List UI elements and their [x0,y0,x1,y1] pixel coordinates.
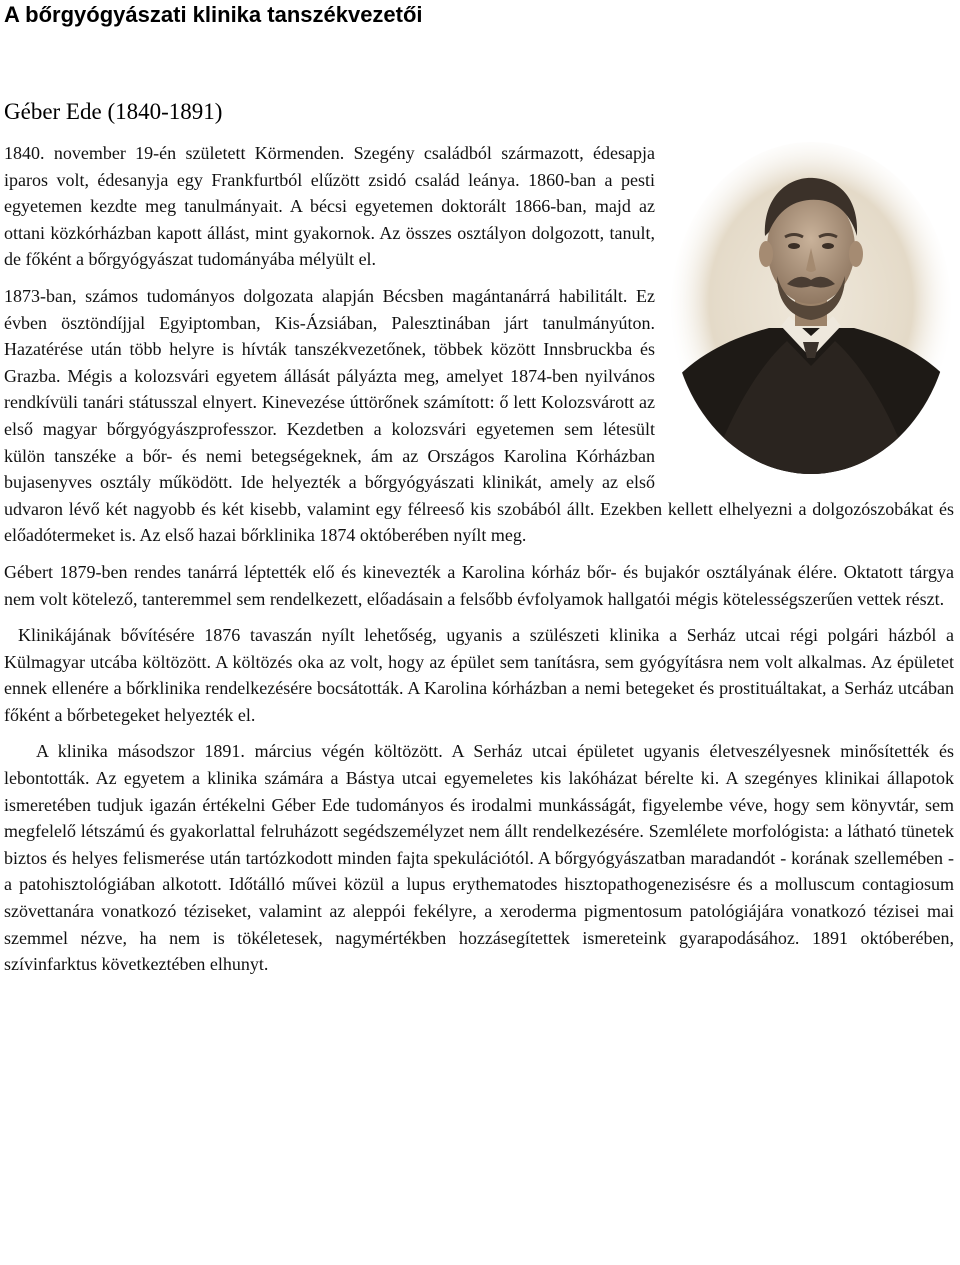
paragraph-4: Klinikájának bővítésére 1876 tavaszán nyílt lehetőség, ugyanis a szülészeti klinika a Serház utcai régi polgári házból a Külmagyar utcába költözött. A költözés oka az volt, hogy az épület sem tanításra, sem gyógyításra nem volt alkalmas. Az épületet ennek ellenére a bőrklinika rendelkezésére bocsátották. A Karolina kórházban a nemi betegeket és prostituáltakat, a Serház utcában főként a bőrbetegeket helyezték el. [4,625,954,725]
paragraph-3: Gébert 1879-ben rendes tanárrá léptették elő és kinevezték a Karolina kórház bőr- és bujakór osztályának élére. Oktatott tárgya nem volt kötelező, tanteremmel sem rendelkezett, előadásain a felsőbb évfolyamok hallgatói mégis kötelességszerűen vettek részt. [4,561,954,609]
paragraph-2: 1873-ban, számos tudományos dolgozata alapján Bécsben magántanárrá habilitált. Ez évben ösztöndíjjal Egyiptomban, Kis-Ázsiában, Palesztinában járt tanulmányúton. Hazatérése után több helyre is hívták tanszékvezetőnek, többek között Innsbruckba és Grazba. Mégis a kolozsvári egyetem állását pályázta meg, amelyet 1874-ben nyilvános rendkívüli tanári státusszal elnyert. Kinevezése úttörőnek számított: ő lett Kolozsvárott az első magyar bőrgyógyászprofesszor. Kezdetben a kolozsvári egyetemen sem létesült külön tanszéke a bőr- és nemi betegségeknek, ám az Országos Karolina Kórházban bujasenyves osztály működött. Ide helyezték a bőrgyógyászati klinikát, amely az első udvaron lévő két nagyobb és két kisebb, valamint egy félreeső kis szobából állt. Ezekben kellett elhelyezni a dolgozószobákat és előadótermeket is. Az első hazai bőrklinika 1874 októberében nyílt meg. [4,285,954,546]
article-body [4,140,954,978]
portrait-photo [669,136,954,476]
paragraph-1: 1840. november 19-én született Körmenden. Szegény családból származott, édesapja iparos volt, édesanyja egy Frankfurtból elűzött zsidó család leánya. 1860-ban a pesti egyetemen kezdte meg tanulmányait. A bécsi egyetemen doktorált 1866-ban, majd az ottani közkórházban kapott állást, mint gyakornok. Az összes osztályon dolgozott, tanult, de főként a bőrgyógyászat tudományába mélyült el. [4,143,655,270]
portrait-image [669,136,954,476]
paragraph-5: A klinika másodszor 1891. március végén költözött. A Serház utcai épületet ugyanis életveszélyesnek minősítették és lebontották. Az egyetem a klinika számára a Bástya utcai egyemeletes kis lakóházat bérelte ki. A szegényes klinikai állapotok ismeretében tudjuk igazán értékelni Géber Ede tudományos és irodalmi munkásságát, figyelembe véve, hogy sem könyvtár, sem megfelelő létszámú és gyakorlattal felruházott segédszemélyzet nem állt rendelkezésére. Szemlélete morfológista: a látható tünetek biztos és helyes felismerése után tartózkodott minden fajta spekulációtól. A bőrgyógyászatban maradandót - korának szellemében - a patohisztológiában alkotott. Időtálló művei közül a lupus erythematodes hisztopathogenezisésre és a molluscum contagiosum szövettanára vonatkozó téziseket, valamint az aleppói fekélyre, a xeroderma pigmentosum patológiájára vonatkozó tézisei mai szemmel nézve, ha nem is tökéletesek, nagymértékben hozzásegítettek ismereteink gyarapodásához. 1891 októberében, szívinfarktus következtében elhunyt. [4,741,954,975]
page-title: A bőrgyógyászati klinika tanszékvezetői [4,2,423,27]
section-heading: Géber Ede (1840-1891) [4,99,223,124]
